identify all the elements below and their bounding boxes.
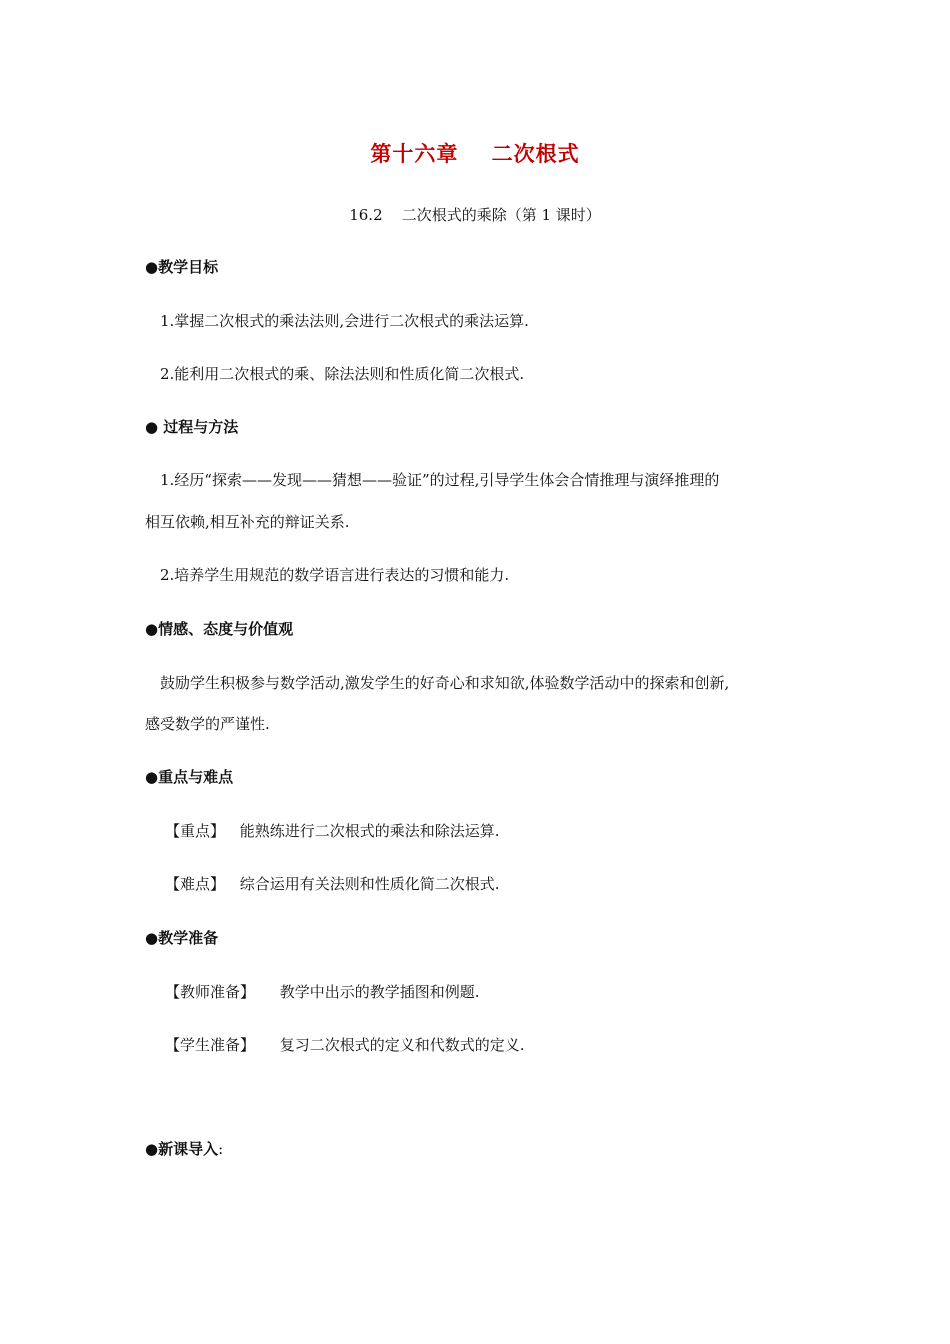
objective-item-2: 2.能利用二次根式的乘、除法法则和性质化简二次根式. [160,365,525,383]
student-preparation-row [145,1034,830,1056]
process-item-1-continued: 相互依赖,相互补充的辩证关系. [145,513,350,531]
process-heading: ● 过程与方法 [145,418,239,436]
teacher-preparation-row [145,981,830,1003]
difficult-point-text: 综合运用有关法则和性质化简二次根式. [239,875,500,893]
keypoints-heading: ●重点与难点 [145,768,234,786]
lesson-subtitle: 16.2 二次根式的乘除（第 1 课时） [349,206,601,224]
emotion-line-1: 鼓励学生积极参与数学活动,激发学生的好奇心和求知欲,体验数学活动中的探索和创新, [160,674,730,692]
chapter-title: 第十六章 二次根式 [370,142,580,166]
objectives-heading: ●教学目标 [145,258,219,276]
key-point-label: 【重点】 [165,822,226,840]
difficult-point-row [145,873,830,895]
student-preparation-label: 【学生准备】 [165,1036,256,1054]
key-point-row [145,820,830,842]
teacher-preparation-label: 【教师准备】 [165,983,256,1001]
objective-item-1: 1.掌握二次根式的乘法法则,会进行二次根式的乘法运算. [160,312,529,330]
key-point-text: 能熟练进行二次根式的乘法和除法运算. [239,822,500,840]
intro-heading: ●新课导入 [145,1140,219,1158]
student-preparation-text: 复习二次根式的定义和代数式的定义. [279,1036,525,1054]
intro-row [145,1138,810,1160]
process-item-2: 2.培养学生用规范的数学语言进行表达的习惯和能力. [160,566,510,584]
emotion-heading: ●情感、态度与价值观 [145,620,294,638]
difficult-point-label: 【难点】 [165,875,226,893]
intro-colon: : [218,1140,224,1158]
preparation-heading: ●教学准备 [145,929,219,947]
process-item-1: 1.经历“探索——发现——猜想——验证”的过程,引导学生体会合情推理与演绎推理的 [160,471,720,489]
teacher-preparation-text: 教学中出示的教学插图和例题. [279,983,480,1001]
emotion-line-2: 感受数学的严谨性. [145,715,270,733]
